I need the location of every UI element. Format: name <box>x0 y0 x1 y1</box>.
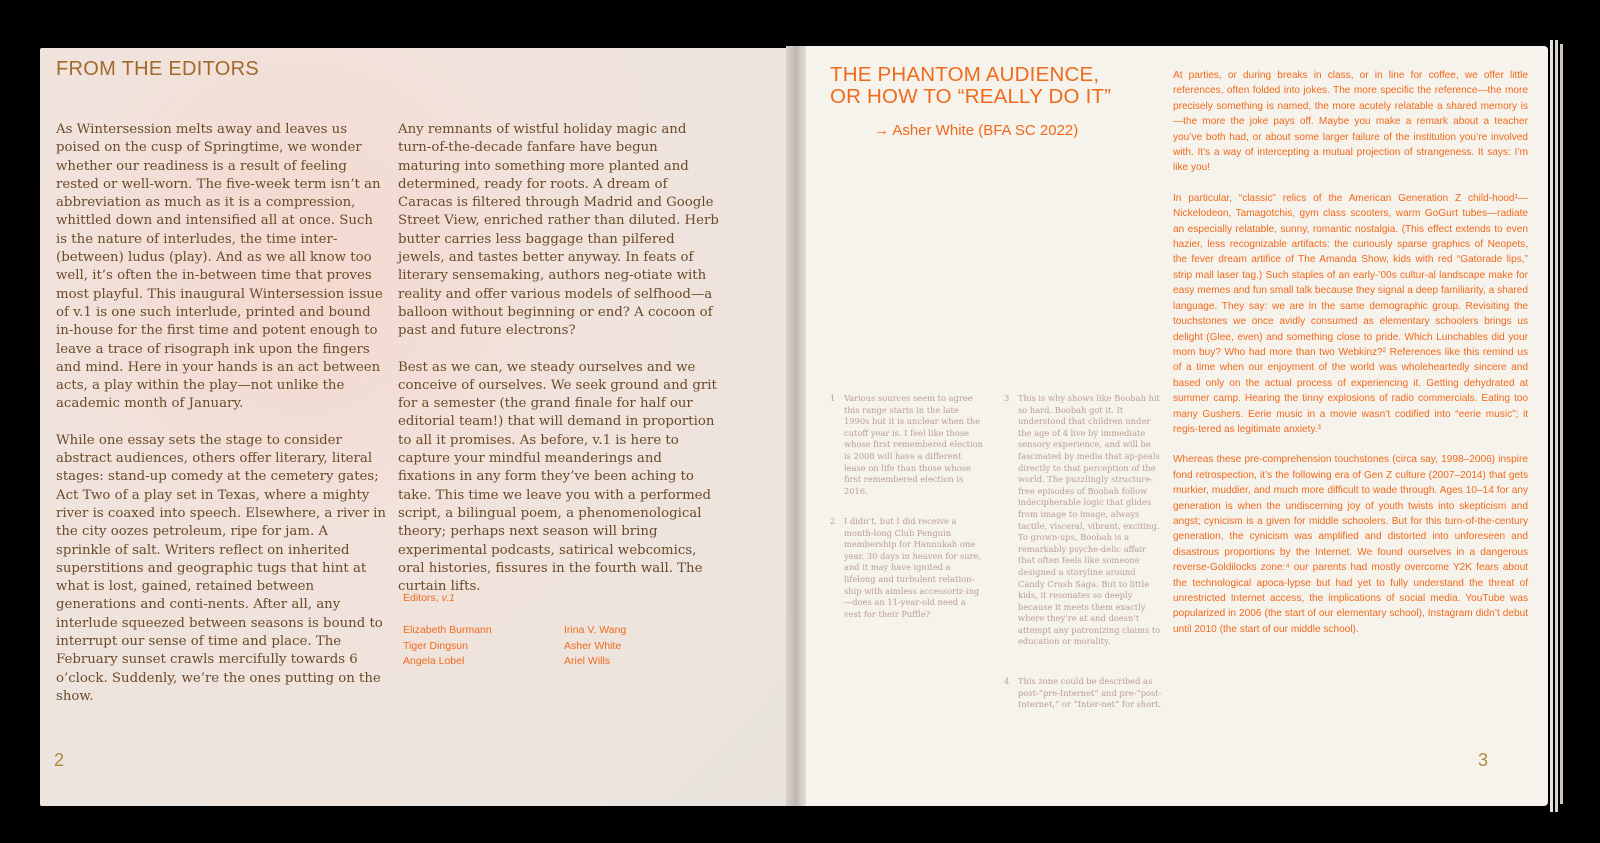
editor-name: Tiger Dingsun <box>403 639 468 652</box>
page-edge <box>1560 44 1563 804</box>
footnote-number: 4 <box>1004 676 1010 686</box>
editors-label-prefix: Editors, <box>403 592 442 604</box>
footnote-number: 1 <box>830 393 836 403</box>
editors-list-a <box>403 623 492 670</box>
editor-name: Ariel Wills <box>564 655 611 667</box>
footnote <box>1004 393 1163 648</box>
article-body <box>1173 68 1528 652</box>
editor-name: Elizabeth Burmann <box>403 624 492 636</box>
editor-name: Irina V. Wang <box>564 624 627 636</box>
page-edge <box>1550 40 1553 812</box>
editorial-column-2 <box>398 121 720 614</box>
footnote-text: This zone could be described as post-“pre-Internet” and pre-“post-Internet,” or “Inter-net” for short. <box>1018 676 1162 710</box>
editorial-column-1 <box>56 121 386 724</box>
page-heading: FROM THE EDITORS <box>56 58 259 80</box>
article-title-line-1: THE PHANTOM AUDIENCE, <box>830 63 1100 86</box>
footnote-text: Various sources seem to agree this range starts in the late 1990s but it is unclear when the cutoff year is. I feel like those whose first remembered election is 2008 will have a different lease on life than those whose first remembered election is 2016. <box>844 393 983 496</box>
paragraph: At parties, or during breaks in class, or in line for coffee, we offer little references, often folded into jokes. The more specific the reference—the more precisely something is named, the more acutely relatable a shared memory is—the more the joke pays off. Maybe you make a remark about a teacher you’ve both had, or about some larger failure of the institution you’re involved with. It’s a way of intercepting a mutual projection of strangeness. It says: I’m like you! <box>1173 70 1528 174</box>
footnote-text: I didn’t, but I did receive a month-long Club Penguin membership for Hannukah one year. 30 days in heaven for sure, and it may have ignited a lifelong and turbulent relation-ship with aimless accessoriz-ing—does an 11-year-old need a vest for their Puffle? <box>844 516 982 619</box>
left-page <box>40 48 792 806</box>
footnote <box>830 393 984 497</box>
paragraph: While one essay sets the stage to consider abstract audiences, others offer literary, literal stages: stand-up comedy at the cemetery gates; Act Two of a play set in Texas, where a mighty river is coaxed into speech. Elsewhere, a river in the city oozes petroleum, ripe for jam. A sprinkle of salt. Writers reflect on inherited superstitions and geographic tugs that hint at what is lost, gained, retained between generations and conti-nents. After all, any interlude squeezed between seasons is bound to interrupt our sense of time and place. The February sunset crawls mercifully towards 6 o’clock. Suddenly, we’re the ones putting on the show. <box>56 432 386 704</box>
editors-label-issue: v.1 <box>441 592 455 604</box>
editors-list-b <box>564 623 626 670</box>
paragraph: Best as we can, we steady ourselves and we conceive of ourselves. We seek ground and grit for a semester (the grand finale for half our editorial team!) that will demand in proportion to all it promises. As before, v.1 is here to capture your mindful meanderings and fixations in any form they’ve been aching to take. This time we leave you with a performed script, a bilingual poem, a phenomenological theory; perhaps next season will bring experimental podcasts, satirical webcomics, oral histories, fissures in the fourth wall. The curtain lifts. <box>398 359 717 595</box>
footnote-number: 2 <box>830 516 836 526</box>
editors-label <box>403 591 455 606</box>
article-title-line-2: OR HOW TO “REALLY DO IT” <box>830 85 1112 108</box>
page-edge <box>1555 40 1558 812</box>
footnote-text: This is why shows like Boobah hit so hard. Boobah got it. It understood that children under the age of 4 live by immediate sensory experience, and will be fascinated by media that ap-peals directly to that perception of the world. The puzzlingly structure-free episodes of Boobah follow indecipherable logic that glides from image to image, always tactile, visceral, vibrant, exciting. To grown-ups, Boobah is a remarkably psyche-delic affair that often feels like someone designed a storyline around Candy Crush Saga. But to little kids, it resonates so deeply because it meets them exactly where they’re at and doesn’t attempt any patronizing claims to education or morality. <box>1018 393 1161 647</box>
page-number: 2 <box>54 750 65 770</box>
right-page <box>806 46 1548 806</box>
paragraph: In particular, “classic” relics of the American Generation Z child-hood¹—Nickelodeon, Tamagotchis, gym class scooters, warm GoGurt tubes—radiate an especially relatable, sunny, romantic nostalgia. (This effect extends to even hazier, less recognizable artifacts: the curiously sparse graphics of Neopets, the fever dream artifice of The Amanda Show, kids with red “Gatorade lips,” strip mall laser tag.) Such staples of an early-’00s cultur-al landscape make for easy memes and fun small talk because they signal a deep familiarity, a shared language. They say: we are in the same demographic group. Revisiting the touchstones we once avidly consumed as elementary schoolers brings us delight (Glee, even) and something close to pride. Which Lunchables did your mom buy? Who had more than two Webkinz?² References like this remind us of a time when our enjoyment of the world was wholeheartedly sincere and based only on the actual process of experiencing it. Getting dehydrated at summer camp. Hearing the tinny explosions of radio commercials. Eating too many Gushers. Eerie music in a movie wasn’t codified into “eerie music”; it regis-tered as legitimate anxiety.³ <box>1173 192 1528 435</box>
paragraph: Any remnants of wistful holiday magic and turn-of-the-decade fanfare have begun maturing into something more planted and determined, ready for roots. A dream of Caracas is filtered through Madrid and Google Street View, enriched rather than diluted. Herb butter carries less baggage than pilfered jewels, and tastes better anyway. In feats of literary sensemaking, authors neg-otiate with reality and offer various models of selfhood—a balloon without beginning or end? A cocoon of past and future electrons? <box>398 122 719 339</box>
page-number: 3 <box>1478 750 1489 770</box>
footnote <box>1004 676 1163 711</box>
article-byline: → Asher White (BFA SC 2022) <box>874 122 1079 139</box>
paragraph: Whereas these pre-comprehension touchstones (circa say, 1998–2006) inspire fond retrospection, it’s the following era of Gen Z culture (2007–2014) that gets murkier, muddier, and much more difficult to wade through. Ages 10–14 for any generation is when the undiscerning joy of youth twists into skepticism and angst; cynicism is a given for middle schoolers. But for this turn-of-the-century generation, the cynicism was amplified and distorted into unforeseen and disastrous proportions by the Internet. We found ourselves in a dangerous reverse-Goldilocks zone:⁴ our parents had mostly overcome Y2K fears about the technological apoca-lypse but had yet to fully understand the threat of unrestricted Internet access, the implications of social media. YouTube was popularized in 2006 (the start of our elementary school), Instagram didn’t debut until 2010 (the start of our middle school). <box>1173 454 1528 635</box>
paragraph: As Wintersession melts away and leaves us poised on the cusp of Springtime, we wonder whether our readiness is a result of feeling rested or well-worn. The five-week term isn’t an abbreviation as much as it is a compression, whittled down and intensified all at once. Such is the nature of interludes, the time inter-(between) ludus (play). And as we all know too well, it’s often the in-between time that proves most playful. This inaugural Wintersession issue of v.1 is one such interlude, printed and bound in-house for the first time and potent enough to leave a trace of risograph ink upon the fingers and mind. Here in your hands is an act between acts, a play within the play—not unlike the academic month of January. <box>56 122 383 412</box>
footnote-number: 3 <box>1004 393 1010 403</box>
article-title <box>830 64 1111 108</box>
editor-name: Asher White <box>564 639 622 652</box>
editor-name: Angela Lobel <box>403 655 465 667</box>
footnote <box>830 516 984 620</box>
